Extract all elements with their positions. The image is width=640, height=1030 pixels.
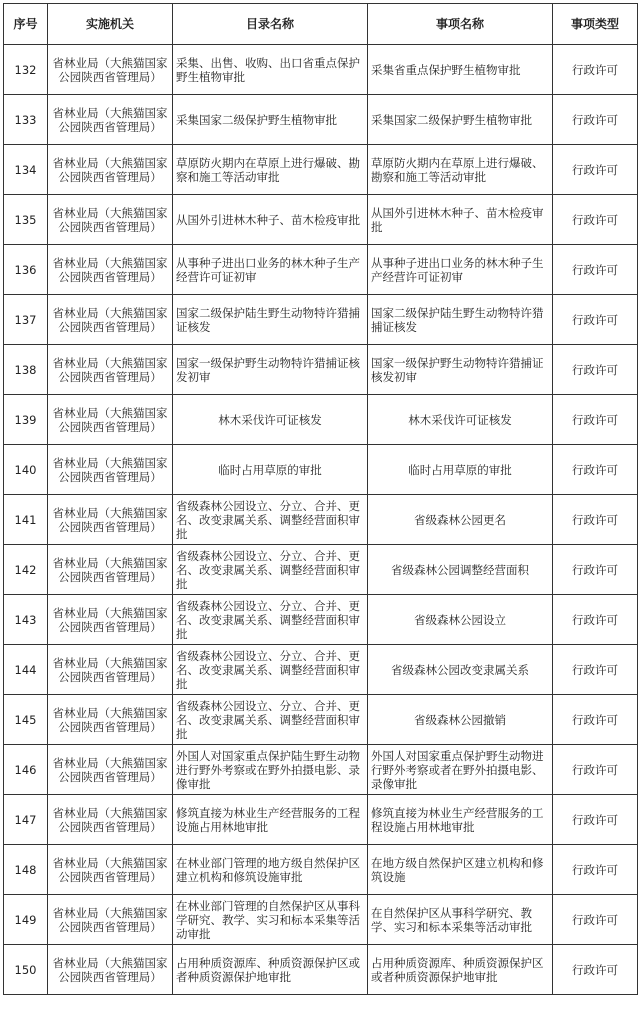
row-number: 134 [4, 145, 48, 195]
row-item-type: 行政许可 [553, 495, 638, 545]
row-implementing-agency: 省林业局（大熊猫国家公园陕西省管理局） [48, 745, 173, 795]
row-number: 142 [4, 545, 48, 595]
row-catalog-name: 省级森林公园设立、分立、合并、更名、改变隶属关系、调整经营面积审批 [173, 695, 368, 745]
row-implementing-agency: 省林业局（大熊猫国家公园陕西省管理局） [48, 95, 173, 145]
row-catalog-name: 从国外引进林木种子、苗木检疫审批 [173, 195, 368, 245]
row-number: 144 [4, 645, 48, 695]
row-number: 147 [4, 795, 48, 845]
row-item-name: 外国人对国家重点保护野生动物进行野外考察或者在野外拍摄电影、录像审批 [368, 745, 553, 795]
row-item-type: 行政许可 [553, 445, 638, 495]
row-item-type: 行政许可 [553, 45, 638, 95]
table-row [4, 545, 638, 595]
row-number: 135 [4, 195, 48, 245]
row-number: 139 [4, 395, 48, 445]
row-item-type: 行政许可 [553, 745, 638, 795]
row-item-type: 行政许可 [553, 845, 638, 895]
row-catalog-name: 省级森林公园设立、分立、合并、更名、改变隶属关系、调整经营面积审批 [173, 595, 368, 645]
row-catalog-name: 省级森林公园设立、分立、合并、更名、改变隶属关系、调整经营面积审批 [173, 645, 368, 695]
row-implementing-agency: 省林业局（大熊猫国家公园陕西省管理局） [48, 895, 173, 945]
header-org: 实施机关 [48, 4, 173, 45]
row-item-name: 国家二级保护陆生野生动物特许猎捕证核发 [368, 295, 553, 345]
row-implementing-agency: 省林业局（大熊猫国家公园陕西省管理局） [48, 445, 173, 495]
table-row [4, 895, 638, 945]
row-item-name: 林木采伐许可证核发 [368, 395, 553, 445]
row-number: 141 [4, 495, 48, 545]
row-implementing-agency: 省林业局（大熊猫国家公园陕西省管理局） [48, 695, 173, 745]
row-implementing-agency: 省林业局（大熊猫国家公园陕西省管理局） [48, 645, 173, 695]
row-item-type: 行政许可 [553, 245, 638, 295]
row-implementing-agency: 省林业局（大熊猫国家公园陕西省管理局） [48, 545, 173, 595]
row-implementing-agency: 省林业局（大熊猫国家公园陕西省管理局） [48, 345, 173, 395]
row-number: 138 [4, 345, 48, 395]
row-number: 149 [4, 895, 48, 945]
row-implementing-agency: 省林业局（大熊猫国家公园陕西省管理局） [48, 795, 173, 845]
row-item-name: 从事种子进出口业务的林木种子生产经营许可证初审 [368, 245, 553, 295]
row-catalog-name: 草原防火期内在草原上进行爆破、勘察和施工等活动审批 [173, 145, 368, 195]
row-number: 140 [4, 445, 48, 495]
table-row [4, 445, 638, 495]
table-row [4, 45, 638, 95]
row-catalog-name: 采集、出售、收购、出口省重点保护野生植物审批 [173, 45, 368, 95]
row-number: 148 [4, 845, 48, 895]
row-catalog-name: 国家一级保护野生动物特许猎捕证核发初审 [173, 345, 368, 395]
row-implementing-agency: 省林业局（大熊猫国家公园陕西省管理局） [48, 45, 173, 95]
table-row [4, 245, 638, 295]
row-implementing-agency: 省林业局（大熊猫国家公园陕西省管理局） [48, 395, 173, 445]
row-item-name: 采集国家二级保护野生植物审批 [368, 95, 553, 145]
row-item-name: 在自然保护区从事科学研究、教学、实习和标本采集等活动审批 [368, 895, 553, 945]
row-number: 150 [4, 945, 48, 995]
row-catalog-name: 林木采伐许可证核发 [173, 395, 368, 445]
row-item-name: 在地方级自然保护区建立机构和修筑设施 [368, 845, 553, 895]
row-implementing-agency: 省林业局（大熊猫国家公园陕西省管理局） [48, 245, 173, 295]
table-row [4, 295, 638, 345]
table-row [4, 695, 638, 745]
table-row [4, 745, 638, 795]
row-implementing-agency: 省林业局（大熊猫国家公园陕西省管理局） [48, 595, 173, 645]
table-row [4, 145, 638, 195]
row-catalog-name: 省级森林公园设立、分立、合并、更名、改变隶属关系、调整经营面积审批 [173, 495, 368, 545]
row-item-type: 行政许可 [553, 895, 638, 945]
row-item-name: 省级森林公园更名 [368, 495, 553, 545]
row-catalog-name: 采集国家二级保护野生植物审批 [173, 95, 368, 145]
row-implementing-agency: 省林业局（大熊猫国家公园陕西省管理局） [48, 195, 173, 245]
row-catalog-name: 修筑直接为林业生产经营服务的工程设施占用林地审批 [173, 795, 368, 845]
row-item-type: 行政许可 [553, 795, 638, 845]
row-item-type: 行政许可 [553, 145, 638, 195]
row-item-type: 行政许可 [553, 595, 638, 645]
table-row [4, 945, 638, 995]
table-row [4, 345, 638, 395]
row-item-type: 行政许可 [553, 695, 638, 745]
row-catalog-name: 省级森林公园设立、分立、合并、更名、改变隶属关系、调整经营面积审批 [173, 545, 368, 595]
row-catalog-name: 国家二级保护陆生野生动物特许猎捕证核发 [173, 295, 368, 345]
row-item-name: 省级森林公园改变隶属关系 [368, 645, 553, 695]
row-item-type: 行政许可 [553, 945, 638, 995]
row-implementing-agency: 省林业局（大熊猫国家公园陕西省管理局） [48, 495, 173, 545]
row-implementing-agency: 省林业局（大熊猫国家公园陕西省管理局） [48, 845, 173, 895]
row-item-name: 省级森林公园设立 [368, 595, 553, 645]
row-item-name: 从国外引进林木种子、苗木检疫审批 [368, 195, 553, 245]
row-catalog-name: 占用种质资源库、种质资源保护区或者种质资源保护地审批 [173, 945, 368, 995]
row-item-name: 省级森林公园调整经营面积 [368, 545, 553, 595]
row-item-type: 行政许可 [553, 645, 638, 695]
row-catalog-name: 临时占用草原的审批 [173, 445, 368, 495]
table-row [4, 195, 638, 245]
row-implementing-agency: 省林业局（大熊猫国家公园陕西省管理局） [48, 945, 173, 995]
approval-items-table [3, 3, 638, 995]
table-row [4, 395, 638, 445]
row-item-type: 行政许可 [553, 395, 638, 445]
row-number: 133 [4, 95, 48, 145]
row-number: 136 [4, 245, 48, 295]
table-row [4, 645, 638, 695]
row-catalog-name: 在林业部门管理的地方级自然保护区建立机构和修筑设施审批 [173, 845, 368, 895]
row-item-type: 行政许可 [553, 295, 638, 345]
row-item-type: 行政许可 [553, 95, 638, 145]
table-row [4, 495, 638, 545]
table-row [4, 795, 638, 845]
row-number: 137 [4, 295, 48, 345]
table-header-row [4, 4, 638, 45]
row-implementing-agency: 省林业局（大熊猫国家公园陕西省管理局） [48, 145, 173, 195]
row-number: 146 [4, 745, 48, 795]
header-catalog: 目录名称 [173, 4, 368, 45]
row-number: 145 [4, 695, 48, 745]
row-item-name: 修筑直接为林业生产经营服务的工程设施占用林地审批 [368, 795, 553, 845]
header-no: 序号 [4, 4, 48, 45]
row-catalog-name: 从事种子进出口业务的林木种子生产经营许可证初审 [173, 245, 368, 295]
table-row [4, 95, 638, 145]
table-row [4, 595, 638, 645]
row-item-type: 行政许可 [553, 345, 638, 395]
row-item-name: 临时占用草原的审批 [368, 445, 553, 495]
row-item-name: 国家一级保护野生动物特许猎捕证核发初审 [368, 345, 553, 395]
header-type: 事项类型 [553, 4, 638, 45]
row-item-name: 占用种质资源库、种质资源保护区或者种质资源保护地审批 [368, 945, 553, 995]
row-number: 143 [4, 595, 48, 645]
row-catalog-name: 在林业部门管理的自然保护区从事科学研究、教学、实习和标本采集等活动审批 [173, 895, 368, 945]
header-item: 事项名称 [368, 4, 553, 45]
table-body [4, 45, 638, 995]
table-row [4, 845, 638, 895]
row-item-type: 行政许可 [553, 545, 638, 595]
row-item-name: 草原防火期内在草原上进行爆破、勘察和施工等活动审批 [368, 145, 553, 195]
row-implementing-agency: 省林业局（大熊猫国家公园陕西省管理局） [48, 295, 173, 345]
row-catalog-name: 外国人对国家重点保护陆生野生动物进行野外考察或在野外拍摄电影、录像审批 [173, 745, 368, 795]
row-item-name: 省级森林公园撤销 [368, 695, 553, 745]
row-item-name: 采集省重点保护野生植物审批 [368, 45, 553, 95]
row-number: 132 [4, 45, 48, 95]
row-item-type: 行政许可 [553, 195, 638, 245]
